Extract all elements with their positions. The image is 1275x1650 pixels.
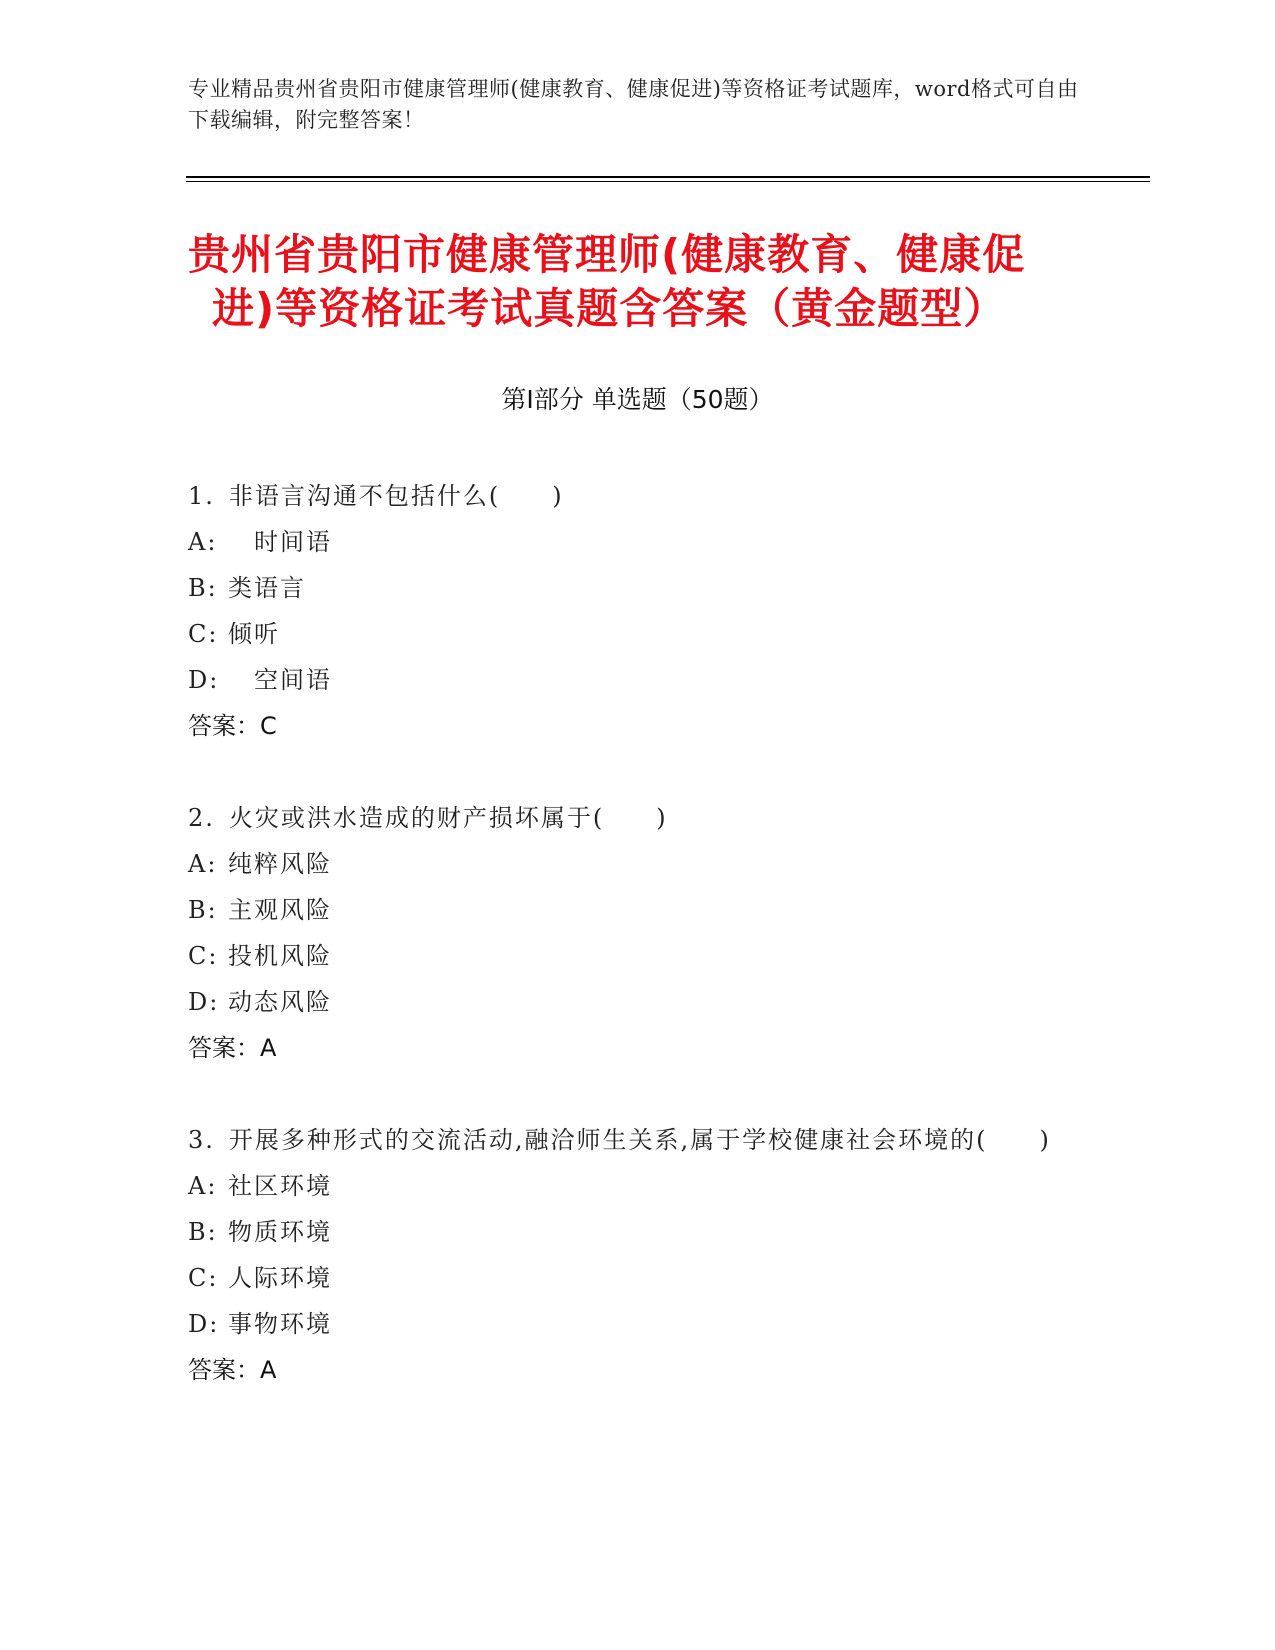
option-a bbox=[188, 519, 1088, 565]
option-b bbox=[188, 887, 1088, 933]
option-text: 纯粹风险 bbox=[228, 850, 332, 878]
option-d bbox=[188, 657, 1088, 703]
answer-value: A bbox=[260, 1034, 277, 1062]
option-text: 动态风险 bbox=[228, 988, 332, 1016]
answer-value: C bbox=[260, 712, 277, 740]
answer-line bbox=[188, 703, 1088, 749]
option-key: B: bbox=[188, 574, 218, 602]
question-number: 2. bbox=[188, 804, 215, 832]
question-text: 火灾或洪水造成的财产损坏属于( ) bbox=[228, 804, 668, 832]
question-2 bbox=[188, 795, 1088, 1071]
question-number: 1. bbox=[188, 482, 215, 510]
document-title bbox=[188, 228, 1088, 336]
option-c bbox=[188, 611, 1088, 657]
option-key: C: bbox=[188, 620, 219, 648]
question-number: 3. bbox=[188, 1126, 215, 1154]
question-stem bbox=[188, 473, 1088, 519]
answer-line bbox=[188, 1347, 1088, 1393]
answer-label: 答案： bbox=[188, 1034, 260, 1062]
option-text: 社区环境 bbox=[228, 1172, 332, 1200]
header-divider-thick bbox=[186, 176, 1150, 178]
option-c bbox=[188, 933, 1088, 979]
question-text: 非语言沟通不包括什么( ) bbox=[228, 482, 564, 510]
question-1 bbox=[188, 473, 1088, 749]
option-a bbox=[188, 841, 1088, 887]
option-d bbox=[188, 979, 1088, 1025]
option-text: 主观风险 bbox=[228, 896, 332, 924]
option-text: 类语言 bbox=[228, 574, 306, 602]
header-divider-thin bbox=[186, 181, 1150, 182]
section-title: 第Ⅰ部分 单选题（50题） bbox=[501, 385, 774, 414]
header-note: 专业精品贵州省贵阳市健康管理师(健康教育、健康促进)等资格证考试题库，word格式可自由下载编辑，附完整答案！ bbox=[188, 77, 1079, 132]
option-c bbox=[188, 1255, 1088, 1301]
option-text: 人际环境 bbox=[228, 1264, 332, 1292]
option-d bbox=[188, 1301, 1088, 1347]
option-a bbox=[188, 1163, 1088, 1209]
option-b bbox=[188, 565, 1088, 611]
option-text: 事物环境 bbox=[228, 1310, 332, 1338]
option-key: D: bbox=[188, 988, 220, 1016]
option-text: 物质环境 bbox=[228, 1218, 332, 1246]
question-stem bbox=[188, 795, 1088, 841]
question-stem bbox=[188, 1117, 1088, 1163]
document-title-line-2: 进)等资格证考试真题含答案（黄金题型） bbox=[212, 284, 1007, 333]
option-text: 空间语 bbox=[228, 666, 332, 694]
answer-line bbox=[188, 1025, 1088, 1071]
option-key: A: bbox=[188, 528, 218, 556]
option-key: C: bbox=[188, 942, 219, 970]
answer-value: A bbox=[260, 1356, 277, 1384]
answer-label: 答案： bbox=[188, 1356, 260, 1384]
question-text: 开展多种形式的交流活动,融洽师生关系,属于学校健康社会环境的( ) bbox=[228, 1126, 1051, 1154]
option-key: B: bbox=[188, 1218, 218, 1246]
question-3 bbox=[188, 1117, 1088, 1393]
question-list bbox=[188, 473, 1088, 1439]
option-key: B: bbox=[188, 896, 218, 924]
option-text: 时间语 bbox=[228, 528, 332, 556]
option-text: 投机风险 bbox=[228, 942, 332, 970]
option-key: A: bbox=[188, 1172, 218, 1200]
document-title-line-1: 贵州省贵阳市健康管理师(健康教育、健康促 bbox=[188, 230, 1026, 279]
answer-label: 答案： bbox=[188, 712, 260, 740]
option-key: D: bbox=[188, 1310, 220, 1338]
option-key: A: bbox=[188, 850, 218, 878]
option-key: C: bbox=[188, 1264, 219, 1292]
option-key: D: bbox=[188, 666, 220, 694]
option-b bbox=[188, 1209, 1088, 1255]
option-text: 倾听 bbox=[228, 620, 280, 648]
